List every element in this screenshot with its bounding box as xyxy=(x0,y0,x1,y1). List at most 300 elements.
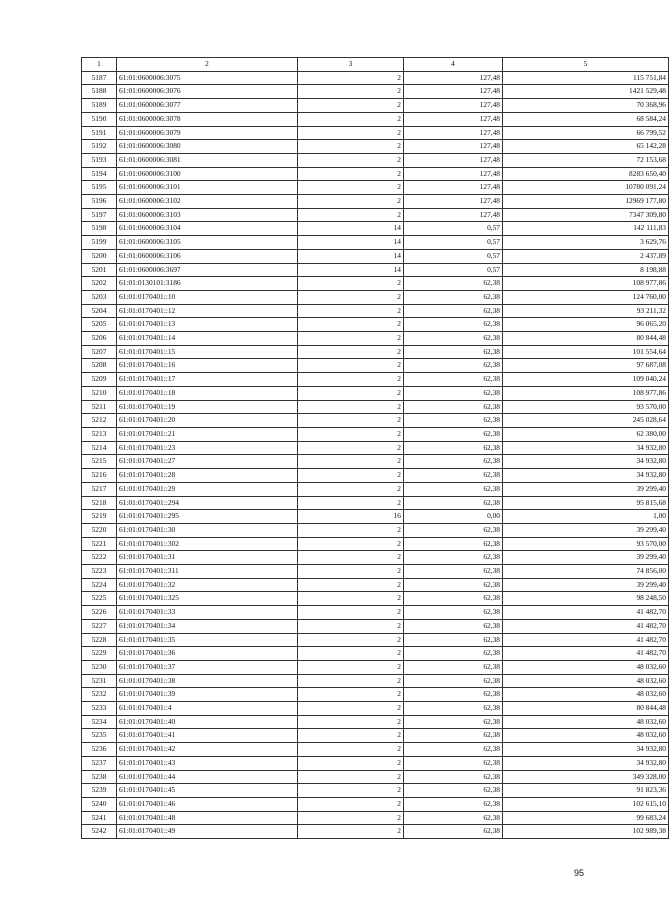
value-cell: 12969 177,80 xyxy=(503,195,669,209)
code-cell: 2 xyxy=(298,523,404,537)
code-cell: 2 xyxy=(298,756,404,770)
row-number-cell: 5188 xyxy=(82,85,117,99)
code-cell: 2 xyxy=(298,208,404,222)
rate-cell: 127,48 xyxy=(404,99,503,113)
cadastral-number-cell: 61:01:0170401::295 xyxy=(117,510,298,524)
row-number-cell: 5219 xyxy=(82,510,117,524)
row-number-cell: 5231 xyxy=(82,674,117,688)
rate-cell: 62,38 xyxy=(404,565,503,579)
code-cell: 2 xyxy=(298,195,404,209)
code-cell: 2 xyxy=(298,140,404,154)
code-cell: 2 xyxy=(298,290,404,304)
row-number-cell: 5211 xyxy=(82,400,117,414)
cadastral-number-cell: 61:01:0170401::20 xyxy=(117,414,298,428)
rate-cell: 127,48 xyxy=(404,85,503,99)
cadastral-number-cell: 61:01:0600006:3081 xyxy=(117,153,298,167)
table-row xyxy=(82,578,669,592)
code-cell: 2 xyxy=(298,386,404,400)
rate-cell: 62,38 xyxy=(404,743,503,757)
table-row xyxy=(82,784,669,798)
rate-cell: 62,38 xyxy=(404,797,503,811)
cadastral-number-cell: 61:01:0600006:3105 xyxy=(117,236,298,250)
rate-cell: 127,48 xyxy=(404,140,503,154)
column-header-1: 1 xyxy=(82,58,117,72)
table-row xyxy=(82,414,669,428)
code-cell: 2 xyxy=(298,633,404,647)
rate-cell: 127,48 xyxy=(404,71,503,85)
value-cell: 93 570,00 xyxy=(503,537,669,551)
column-header-2: 2 xyxy=(117,58,298,72)
value-cell: 48 032,60 xyxy=(503,688,669,702)
value-cell: 95 815,68 xyxy=(503,496,669,510)
row-number-cell: 5228 xyxy=(82,633,117,647)
cadastral-number-cell: 61:01:0170401::302 xyxy=(117,537,298,551)
table-row xyxy=(82,811,669,825)
rate-cell: 62,38 xyxy=(404,318,503,332)
rate-cell: 127,48 xyxy=(404,208,503,222)
value-cell: 34 932,80 xyxy=(503,455,669,469)
row-number-cell: 5214 xyxy=(82,441,117,455)
code-cell: 2 xyxy=(298,99,404,113)
code-cell: 2 xyxy=(298,373,404,387)
table-row xyxy=(82,647,669,661)
code-cell: 2 xyxy=(298,71,404,85)
cadastral-number-cell: 61:01:0600006:3104 xyxy=(117,222,298,236)
cadastral-number-cell: 61:01:0170401::45 xyxy=(117,784,298,798)
value-cell: 34 932,80 xyxy=(503,756,669,770)
value-cell: 108 977,86 xyxy=(503,277,669,291)
table-row xyxy=(82,537,669,551)
cadastral-number-cell: 61:01:0170401::42 xyxy=(117,743,298,757)
row-number-cell: 5229 xyxy=(82,647,117,661)
cadastral-number-cell: 61:01:0600006:3077 xyxy=(117,99,298,113)
cadastral-number-cell: 61:01:0600006:3080 xyxy=(117,140,298,154)
cadastral-number-cell: 61:01:0170401::36 xyxy=(117,647,298,661)
code-cell: 14 xyxy=(298,236,404,250)
rate-cell: 62,38 xyxy=(404,537,503,551)
row-number-cell: 5204 xyxy=(82,304,117,318)
rate-cell: 62,38 xyxy=(404,784,503,798)
code-cell: 14 xyxy=(298,249,404,263)
row-number-cell: 5230 xyxy=(82,660,117,674)
row-number-cell: 5223 xyxy=(82,565,117,579)
row-number-cell: 5198 xyxy=(82,222,117,236)
value-cell: 41 482,70 xyxy=(503,647,669,661)
rate-cell: 62,38 xyxy=(404,277,503,291)
code-cell: 2 xyxy=(298,345,404,359)
rate-cell: 62,38 xyxy=(404,551,503,565)
table-row xyxy=(82,455,669,469)
cadastral-number-cell: 61:01:0170401::13 xyxy=(117,318,298,332)
cadastral-number-cell: 61:01:0170401::31 xyxy=(117,551,298,565)
value-cell: 3 629,76 xyxy=(503,236,669,250)
value-cell: 62 380,00 xyxy=(503,427,669,441)
rate-cell: 62,38 xyxy=(404,373,503,387)
table-row xyxy=(82,195,669,209)
code-cell: 2 xyxy=(298,318,404,332)
table-row xyxy=(82,702,669,716)
rate-cell: 62,38 xyxy=(404,400,503,414)
rate-cell: 0,57 xyxy=(404,236,503,250)
rate-cell: 62,38 xyxy=(404,427,503,441)
row-number-cell: 5233 xyxy=(82,702,117,716)
row-number-cell: 5202 xyxy=(82,277,117,291)
cadastral-number-cell: 61:01:0170401::44 xyxy=(117,770,298,784)
cadastral-number-cell: 61:01:0170401::15 xyxy=(117,345,298,359)
table-row xyxy=(82,729,669,743)
value-cell: 93 211,32 xyxy=(503,304,669,318)
rate-cell: 62,38 xyxy=(404,688,503,702)
row-number-cell: 5203 xyxy=(82,290,117,304)
rate-cell: 62,38 xyxy=(404,304,503,318)
rate-cell: 62,38 xyxy=(404,482,503,496)
code-cell: 2 xyxy=(298,660,404,674)
table-row xyxy=(82,263,669,277)
value-cell: 80 844,48 xyxy=(503,332,669,346)
code-cell: 2 xyxy=(298,304,404,318)
cadastral-number-cell: 61:01:0170401::325 xyxy=(117,592,298,606)
value-cell: 41 482,70 xyxy=(503,633,669,647)
rate-cell: 62,38 xyxy=(404,345,503,359)
cadastral-number-cell: 61:01:0170401::19 xyxy=(117,400,298,414)
table-row xyxy=(82,140,669,154)
rate-cell: 0,00 xyxy=(404,510,503,524)
value-cell: 70 368,96 xyxy=(503,99,669,113)
table-row xyxy=(82,523,669,537)
value-cell: 349 328,00 xyxy=(503,770,669,784)
value-cell: 48 032,60 xyxy=(503,715,669,729)
table-row xyxy=(82,688,669,702)
rate-cell: 62,38 xyxy=(404,674,503,688)
value-cell: 124 760,00 xyxy=(503,290,669,304)
code-cell: 2 xyxy=(298,688,404,702)
value-cell: 72 153,68 xyxy=(503,153,669,167)
value-cell: 39 299,40 xyxy=(503,551,669,565)
cadastral-number-cell: 61:01:0170401::30 xyxy=(117,523,298,537)
code-cell: 2 xyxy=(298,455,404,469)
value-cell: 108 977,86 xyxy=(503,386,669,400)
row-number-cell: 5195 xyxy=(82,181,117,195)
code-cell: 2 xyxy=(298,482,404,496)
code-cell: 2 xyxy=(298,153,404,167)
code-cell: 2 xyxy=(298,578,404,592)
rate-cell: 62,38 xyxy=(404,386,503,400)
table-row xyxy=(82,510,669,524)
code-cell: 2 xyxy=(298,537,404,551)
value-cell: 2 437,89 xyxy=(503,249,669,263)
table-row xyxy=(82,825,669,839)
table-row xyxy=(82,236,669,250)
row-number-cell: 5237 xyxy=(82,756,117,770)
rate-cell: 62,38 xyxy=(404,441,503,455)
cadastral-number-cell: 61:01:0170401::311 xyxy=(117,565,298,579)
rate-cell: 0,57 xyxy=(404,263,503,277)
rate-cell: 62,38 xyxy=(404,592,503,606)
code-cell: 2 xyxy=(298,167,404,181)
cadastral-number-cell: 61:01:0170401::48 xyxy=(117,811,298,825)
rate-cell: 62,38 xyxy=(404,756,503,770)
cadastral-number-cell: 61:01:0170401::35 xyxy=(117,633,298,647)
table-row xyxy=(82,565,669,579)
value-cell: 8 198,88 xyxy=(503,263,669,277)
value-cell: 93 570,00 xyxy=(503,400,669,414)
value-cell: 80 844,48 xyxy=(503,702,669,716)
row-number-cell: 5240 xyxy=(82,797,117,811)
cadastral-number-cell: 61:01:0130101:3186 xyxy=(117,277,298,291)
value-cell: 34 932,80 xyxy=(503,469,669,483)
table-row xyxy=(82,85,669,99)
row-number-cell: 5236 xyxy=(82,743,117,757)
cadastral-number-cell: 61:01:0600006:3101 xyxy=(117,181,298,195)
code-cell: 2 xyxy=(298,414,404,428)
value-cell: 39 299,40 xyxy=(503,578,669,592)
cadastral-table xyxy=(81,57,669,839)
rate-cell: 62,38 xyxy=(404,715,503,729)
table-row xyxy=(82,660,669,674)
code-cell: 2 xyxy=(298,715,404,729)
code-cell: 2 xyxy=(298,332,404,346)
code-cell: 2 xyxy=(298,811,404,825)
table-row xyxy=(82,222,669,236)
row-number-cell: 5224 xyxy=(82,578,117,592)
value-cell: 48 032,60 xyxy=(503,674,669,688)
row-number-cell: 5194 xyxy=(82,167,117,181)
table-row xyxy=(82,496,669,510)
cadastral-number-cell: 61:01:0170401::39 xyxy=(117,688,298,702)
value-cell: 68 584,24 xyxy=(503,112,669,126)
cadastral-number-cell: 61:01:0170401::10 xyxy=(117,290,298,304)
value-cell: 245 028,64 xyxy=(503,414,669,428)
row-number-cell: 5232 xyxy=(82,688,117,702)
value-cell: 7347 309,80 xyxy=(503,208,669,222)
value-cell: 8283 650,40 xyxy=(503,167,669,181)
table-row xyxy=(82,249,669,263)
table-row xyxy=(82,277,669,291)
rate-cell: 62,38 xyxy=(404,332,503,346)
value-cell: 39 299,40 xyxy=(503,482,669,496)
row-number-cell: 5201 xyxy=(82,263,117,277)
row-number-cell: 5197 xyxy=(82,208,117,222)
row-number-cell: 5191 xyxy=(82,126,117,140)
table-row xyxy=(82,551,669,565)
table-row xyxy=(82,441,669,455)
row-number-cell: 5213 xyxy=(82,427,117,441)
row-number-cell: 5225 xyxy=(82,592,117,606)
rate-cell: 62,38 xyxy=(404,770,503,784)
code-cell: 14 xyxy=(298,222,404,236)
rate-cell: 62,38 xyxy=(404,825,503,839)
row-number-cell: 5187 xyxy=(82,71,117,85)
row-number-cell: 5241 xyxy=(82,811,117,825)
value-cell: 34 932,80 xyxy=(503,743,669,757)
table-row xyxy=(82,181,669,195)
table-row xyxy=(82,482,669,496)
code-cell: 2 xyxy=(298,674,404,688)
value-cell: 10780 091,24 xyxy=(503,181,669,195)
cadastral-number-cell: 61:01:0600006:3078 xyxy=(117,112,298,126)
rate-cell: 62,38 xyxy=(404,633,503,647)
header-row xyxy=(82,58,669,72)
table-row xyxy=(82,674,669,688)
rate-cell: 62,38 xyxy=(404,647,503,661)
row-number-cell: 5222 xyxy=(82,551,117,565)
cadastral-number-cell: 61:01:0170401::27 xyxy=(117,455,298,469)
column-header-5: 5 xyxy=(503,58,669,72)
code-cell: 2 xyxy=(298,469,404,483)
table-row xyxy=(82,715,669,729)
row-number-cell: 5212 xyxy=(82,414,117,428)
table-row xyxy=(82,318,669,332)
value-cell: 1,00 xyxy=(503,510,669,524)
cadastral-number-cell: 61:01:0170401::23 xyxy=(117,441,298,455)
value-cell: 102 989,38 xyxy=(503,825,669,839)
table-row xyxy=(82,99,669,113)
code-cell: 2 xyxy=(298,359,404,373)
value-cell: 97 687,08 xyxy=(503,359,669,373)
code-cell: 2 xyxy=(298,126,404,140)
table-row xyxy=(82,619,669,633)
code-cell: 2 xyxy=(298,825,404,839)
code-cell: 2 xyxy=(298,647,404,661)
code-cell: 2 xyxy=(298,85,404,99)
row-number-cell: 5193 xyxy=(82,153,117,167)
rate-cell: 127,48 xyxy=(404,181,503,195)
cadastral-number-cell: 61:01:0600006:3100 xyxy=(117,167,298,181)
row-number-cell: 5221 xyxy=(82,537,117,551)
cadastral-number-cell: 61:01:0170401::38 xyxy=(117,674,298,688)
table-row xyxy=(82,743,669,757)
value-cell: 98 248,50 xyxy=(503,592,669,606)
cadastral-number-cell: 61:01:0170401::43 xyxy=(117,756,298,770)
row-number-cell: 5189 xyxy=(82,99,117,113)
rate-cell: 127,48 xyxy=(404,153,503,167)
code-cell: 2 xyxy=(298,565,404,579)
value-cell: 1421 529,48 xyxy=(503,85,669,99)
row-number-cell: 5207 xyxy=(82,345,117,359)
value-cell: 65 142,28 xyxy=(503,140,669,154)
cadastral-number-cell: 61:01:0170401::18 xyxy=(117,386,298,400)
value-cell: 99 683,24 xyxy=(503,811,669,825)
table-row xyxy=(82,469,669,483)
code-cell: 2 xyxy=(298,770,404,784)
value-cell: 101 554,64 xyxy=(503,345,669,359)
table-row xyxy=(82,797,669,811)
table-row xyxy=(82,359,669,373)
table-row xyxy=(82,592,669,606)
cadastral-number-cell: 61:01:0170401::16 xyxy=(117,359,298,373)
row-number-cell: 5238 xyxy=(82,770,117,784)
cadastral-number-cell: 61:01:0600006:3079 xyxy=(117,126,298,140)
row-number-cell: 5218 xyxy=(82,496,117,510)
code-cell: 2 xyxy=(298,427,404,441)
code-cell: 2 xyxy=(298,400,404,414)
rate-cell: 127,48 xyxy=(404,167,503,181)
code-cell: 2 xyxy=(298,619,404,633)
row-number-cell: 5190 xyxy=(82,112,117,126)
row-number-cell: 5196 xyxy=(82,195,117,209)
rate-cell: 62,38 xyxy=(404,811,503,825)
value-cell: 96 065,20 xyxy=(503,318,669,332)
cadastral-number-cell: 61:01:0170401::294 xyxy=(117,496,298,510)
table-row xyxy=(82,112,669,126)
row-number-cell: 5217 xyxy=(82,482,117,496)
value-cell: 109 040,24 xyxy=(503,373,669,387)
code-cell: 2 xyxy=(298,592,404,606)
cadastral-number-cell: 61:01:0170401::46 xyxy=(117,797,298,811)
row-number-cell: 5210 xyxy=(82,386,117,400)
cadastral-number-cell: 61:01:0600006:3102 xyxy=(117,195,298,209)
row-number-cell: 5199 xyxy=(82,236,117,250)
cadastral-number-cell: 61:01:0600006:3103 xyxy=(117,208,298,222)
table-row xyxy=(82,304,669,318)
table-row xyxy=(82,373,669,387)
rate-cell: 62,38 xyxy=(404,414,503,428)
rate-cell: 62,38 xyxy=(404,619,503,633)
row-number-cell: 5242 xyxy=(82,825,117,839)
rate-cell: 62,38 xyxy=(404,578,503,592)
rate-cell: 127,48 xyxy=(404,195,503,209)
table-row xyxy=(82,633,669,647)
table-header xyxy=(82,58,669,72)
code-cell: 2 xyxy=(298,729,404,743)
table-row xyxy=(82,71,669,85)
row-number-cell: 5215 xyxy=(82,455,117,469)
code-cell: 2 xyxy=(298,784,404,798)
rate-cell: 62,38 xyxy=(404,606,503,620)
code-cell: 16 xyxy=(298,510,404,524)
rate-cell: 127,48 xyxy=(404,126,503,140)
code-cell: 2 xyxy=(298,797,404,811)
row-number-cell: 5234 xyxy=(82,715,117,729)
table-row xyxy=(82,345,669,359)
table-row xyxy=(82,153,669,167)
rate-cell: 62,38 xyxy=(404,729,503,743)
row-number-cell: 5226 xyxy=(82,606,117,620)
cadastral-number-cell: 61:01:0170401::32 xyxy=(117,578,298,592)
code-cell: 2 xyxy=(298,441,404,455)
cadastral-number-cell: 61:01:0600006:3076 xyxy=(117,85,298,99)
row-number-cell: 5192 xyxy=(82,140,117,154)
table-row xyxy=(82,290,669,304)
table-row xyxy=(82,167,669,181)
value-cell: 66 799,52 xyxy=(503,126,669,140)
value-cell: 115 751,84 xyxy=(503,71,669,85)
code-cell: 14 xyxy=(298,263,404,277)
value-cell: 41 482,70 xyxy=(503,619,669,633)
rate-cell: 62,38 xyxy=(404,702,503,716)
row-number-cell: 5239 xyxy=(82,784,117,798)
column-header-3: 3 xyxy=(298,58,404,72)
row-number-cell: 5209 xyxy=(82,373,117,387)
cadastral-number-cell: 61:01:0600006:3697 xyxy=(117,263,298,277)
cadastral-number-cell: 61:01:0170401::4 xyxy=(117,702,298,716)
row-number-cell: 5200 xyxy=(82,249,117,263)
cadastral-number-cell: 61:01:0170401::33 xyxy=(117,606,298,620)
cadastral-number-cell: 61:01:0170401::28 xyxy=(117,469,298,483)
table-body xyxy=(82,71,669,838)
row-number-cell: 5227 xyxy=(82,619,117,633)
code-cell: 2 xyxy=(298,606,404,620)
rate-cell: 127,48 xyxy=(404,112,503,126)
cadastral-number-cell: 61:01:0170401::29 xyxy=(117,482,298,496)
cadastral-number-cell: 61:01:0170401::49 xyxy=(117,825,298,839)
row-number-cell: 5220 xyxy=(82,523,117,537)
rate-cell: 62,38 xyxy=(404,660,503,674)
table-row xyxy=(82,208,669,222)
rate-cell: 0,57 xyxy=(404,222,503,236)
table-row xyxy=(82,386,669,400)
column-header-4: 4 xyxy=(404,58,503,72)
